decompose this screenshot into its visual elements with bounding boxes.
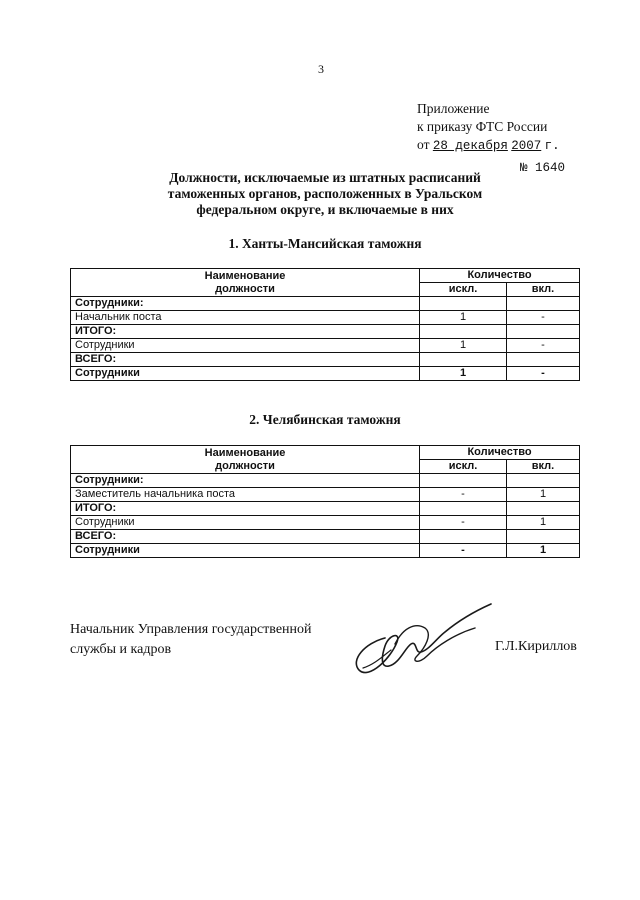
signatory-name: Г.Л.Кириллов	[495, 639, 577, 654]
table-row	[71, 516, 580, 530]
posts-table-chelyabinsk	[70, 445, 580, 558]
cell-excluded	[420, 353, 507, 367]
cell-included: -	[507, 339, 580, 353]
cell-post-name: ИТОГО:	[71, 502, 420, 516]
table-body	[71, 297, 580, 381]
cell-excluded: 1	[420, 311, 507, 325]
cell-excluded: 1	[420, 367, 507, 381]
header-name	[71, 269, 420, 297]
header-included: вкл.	[507, 283, 580, 297]
cell-included: 1	[507, 488, 580, 502]
cell-excluded	[420, 474, 507, 488]
date-suffix: г.	[544, 139, 560, 153]
order-number: № 1640	[520, 161, 566, 175]
cell-excluded: -	[420, 488, 507, 502]
cell-post-name: Сотрудники	[71, 516, 420, 530]
table-row	[71, 297, 580, 311]
section-title-khanty-mansiysk: 1. Ханты-Мансийская таможня	[228, 236, 422, 251]
table-row	[71, 530, 580, 544]
table-row	[71, 502, 580, 516]
cell-post-name: Сотрудники	[71, 544, 420, 558]
cell-included	[507, 474, 580, 488]
appendix-label: Приложение	[417, 101, 490, 116]
cell-included	[507, 502, 580, 516]
table-header-row	[71, 269, 580, 283]
cell-included	[507, 353, 580, 367]
cell-included	[507, 297, 580, 311]
header-quantity: Количество	[420, 269, 580, 283]
cell-excluded: 1	[420, 339, 507, 353]
date-day: 28 декабря	[432, 139, 508, 153]
cell-included	[507, 530, 580, 544]
header-name-line1: Наименование	[204, 446, 286, 459]
cell-excluded	[420, 297, 507, 311]
handwritten-signature	[345, 598, 495, 688]
header-name	[71, 446, 420, 474]
cell-post-name: ВСЕГО:	[71, 530, 420, 544]
table-row	[71, 544, 580, 558]
table-body	[71, 474, 580, 558]
table-row	[71, 325, 580, 339]
cell-post-name: Заместитель начальника поста	[71, 488, 420, 502]
appendix-order-ref: к приказу ФТС России	[417, 119, 548, 134]
header-name-line1: Наименование	[204, 269, 286, 282]
cell-post-name: Сотрудники:	[71, 297, 420, 311]
header-included: вкл.	[507, 460, 580, 474]
table-row	[71, 339, 580, 353]
cell-post-name: Сотрудники:	[71, 474, 420, 488]
cell-included: 1	[507, 544, 580, 558]
header-name-line2: должности	[215, 459, 275, 472]
signatory-position-line2: службы и кадров	[70, 642, 172, 657]
table-row	[71, 311, 580, 325]
signatory-position	[70, 620, 312, 660]
date-prefix: от	[417, 137, 430, 152]
cell-post-name: Начальник поста	[71, 311, 420, 325]
header-quantity: Количество	[420, 446, 580, 460]
table-row	[71, 353, 580, 367]
table-row	[71, 488, 580, 502]
posts-table-khanty-mansiysk	[70, 268, 580, 381]
cell-excluded: -	[420, 544, 507, 558]
cell-post-name: Сотрудники	[71, 367, 420, 381]
cell-excluded	[420, 502, 507, 516]
cell-post-name: Сотрудники	[71, 339, 420, 353]
appendix-date	[417, 136, 560, 155]
header-name-line2: должности	[215, 282, 275, 295]
table-header-row	[71, 446, 580, 460]
header-excluded: искл.	[420, 460, 507, 474]
table-row	[71, 474, 580, 488]
page-number: 3	[318, 62, 324, 76]
cell-included: -	[507, 367, 580, 381]
header-excluded: искл.	[420, 283, 507, 297]
cell-included: -	[507, 311, 580, 325]
cell-excluded: -	[420, 516, 507, 530]
document-title: Должности, исключаемые из штатных расписаний таможенных органов, расположенных в Уральском федеральном округе, и включаемые в них	[167, 170, 483, 217]
date-year: 2007	[511, 139, 542, 153]
cell-post-name: ИТОГО:	[71, 325, 420, 339]
cell-included: 1	[507, 516, 580, 530]
appendix-block	[417, 100, 560, 155]
section-title-chelyabinsk: 2. Челябинская таможня	[249, 412, 401, 427]
cell-included	[507, 325, 580, 339]
cell-excluded	[420, 530, 507, 544]
signatory-position-line1: Начальник Управления государственной	[70, 622, 312, 637]
cell-excluded	[420, 325, 507, 339]
cell-post-name: ВСЕГО:	[71, 353, 420, 367]
table-row	[71, 367, 580, 381]
